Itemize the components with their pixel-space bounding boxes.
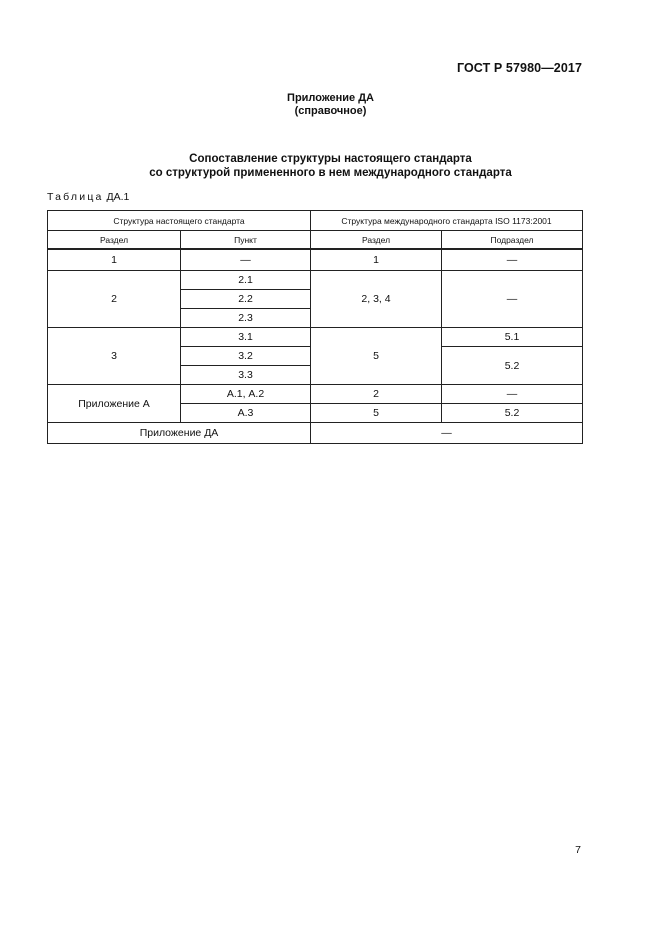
document-code: ГОСТ Р 57980—2017 (456, 61, 582, 75)
header-section: Раздел (48, 231, 181, 250)
annex-title: Приложение ДА (287, 92, 374, 104)
cell-section-intl: 2, 3, 4 (311, 271, 442, 328)
annex-heading (0, 92, 661, 118)
table-caption (47, 191, 129, 203)
cell-item: 2.1 (181, 271, 311, 290)
header-item: Пункт (181, 231, 311, 250)
header-subsection: Подраздел (442, 231, 583, 250)
cell-subsection: — (442, 249, 583, 271)
cell-item: — (181, 249, 311, 271)
cell-section: 2 (48, 271, 181, 328)
cell-subsection: 5.2 (442, 404, 583, 423)
table-caption-word: Таблица (47, 191, 104, 203)
table-subheader-row (48, 231, 583, 250)
cell-item: 2.3 (181, 309, 311, 328)
table-header-row (48, 211, 583, 231)
cell-section-intl: 5 (311, 404, 442, 423)
page-title-line-1: Сопоставление структуры настоящего стандарта (189, 153, 472, 165)
cell-subsection: 5.1 (442, 328, 583, 347)
header-group-international: Структура международного стандарта ISO 1173:2001 (311, 211, 583, 231)
table-row (48, 423, 583, 444)
header-group-national: Структура настоящего стандарта (48, 211, 311, 231)
annex-subtitle: (справочное) (294, 105, 367, 117)
table-caption-id: ДА.1 (106, 191, 130, 203)
table-row (48, 249, 583, 271)
table-row (48, 328, 583, 347)
cell-item: 3.1 (181, 328, 311, 347)
cell-international: — (311, 423, 583, 444)
page-number: 7 (575, 844, 581, 856)
cell-subsection: 5.2 (442, 347, 583, 385)
comparison-table (47, 210, 583, 444)
cell-subsection: — (442, 271, 583, 328)
cell-section-intl: 1 (311, 249, 442, 271)
page-title (0, 152, 661, 180)
cell-section: Приложение ДА (48, 423, 311, 444)
cell-item: А.1, А.2 (181, 385, 311, 404)
cell-item: 2.2 (181, 290, 311, 309)
cell-section-intl: 2 (311, 385, 442, 404)
cell-item: 3.2 (181, 347, 311, 366)
cell-section: Приложение А (48, 385, 181, 423)
cell-section: 3 (48, 328, 181, 385)
table-row (48, 271, 583, 290)
cell-item: А.3 (181, 404, 311, 423)
page-title-line-2: со структурой примененного в нем международного стандарта (149, 167, 512, 179)
header-section-intl: Раздел (311, 231, 442, 250)
cell-section-intl: 5 (311, 328, 442, 385)
cell-item: 3.3 (181, 366, 311, 385)
cell-subsection: — (442, 385, 583, 404)
cell-section: 1 (48, 249, 181, 271)
table-row (48, 385, 583, 404)
